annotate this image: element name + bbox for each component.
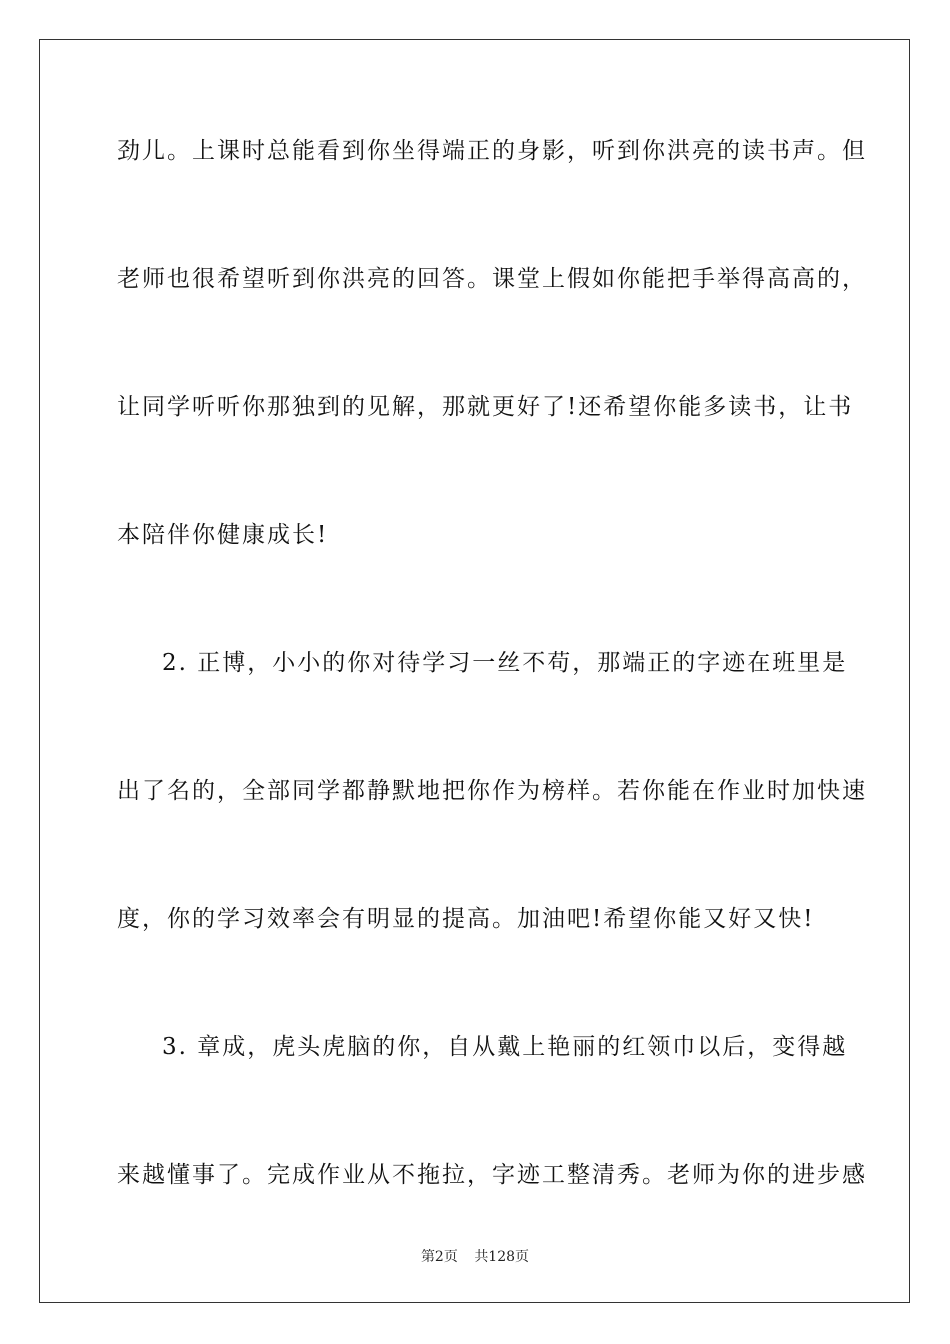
page-total: 共128页 — [474, 1249, 530, 1265]
page-footer — [0, 1248, 950, 1266]
text-line-4: 本陪伴你健康成长! — [117, 522, 329, 548]
text-line-9: 来越懂事了。完成作业从不拖拉，字迹工整清秀。老师为你的进步感 — [117, 1162, 867, 1188]
text-line-6: 出了名的，全部同学都静默地把你作为榜样。若你能在作业时加快速 — [117, 778, 867, 804]
text-line-5: 2. 正博，小小的你对待学习一丝不苟，那端正的字迹在班里是 — [162, 650, 848, 676]
text-line-8: 3. 章成，虎头虎脑的你，自从戴上艳丽的红领巾以后，变得越 — [162, 1034, 848, 1060]
text-line-2: 老师也很希望听到你洪亮的回答。课堂上假如你能把手举得高高的， — [117, 266, 867, 292]
text-line-3: 让同学听听你那独到的见解，那就更好了!还希望你能多读书，让书 — [117, 394, 854, 420]
page-number: 第2页 — [420, 1249, 458, 1265]
text-line-1: 劲儿。上课时总能看到你坐得端正的身影，听到你洪亮的读书声。但 — [117, 138, 867, 164]
text-line-7: 度，你的学习效率会有明显的提高。加油吧!希望你能又好又快! — [117, 906, 815, 932]
